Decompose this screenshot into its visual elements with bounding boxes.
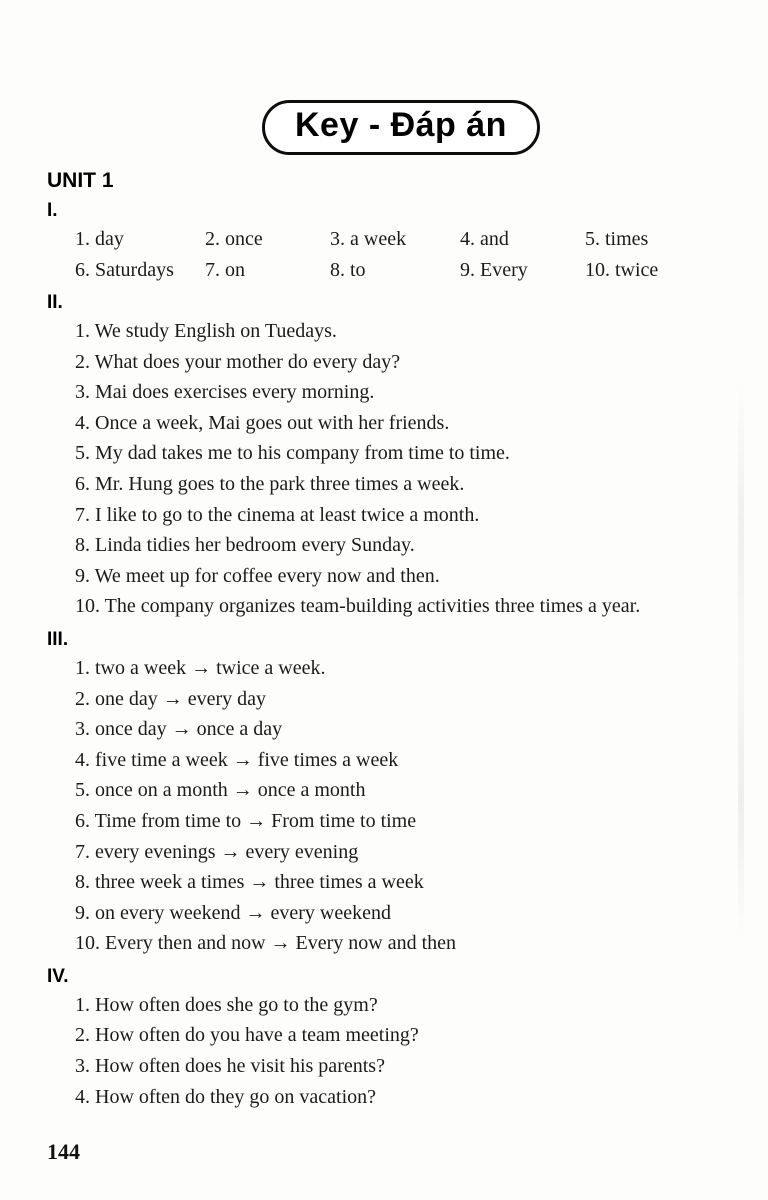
answer-item: 7. every evenings → every evening bbox=[75, 840, 359, 863]
answer-item: 3. once day → once a day bbox=[75, 718, 283, 741]
answer-item: 8. Linda tidies her bedroom every Sunday. bbox=[75, 534, 415, 557]
answer-item: 4. How often do they go on vacation? bbox=[75, 1085, 377, 1108]
answer-item: 1. day bbox=[75, 228, 124, 250]
answer-item: 2. What does your mother do every day? bbox=[75, 350, 401, 373]
exercise-iii-answer-list bbox=[75, 653, 768, 959]
answer-item: 3. Mai does exercises every morning. bbox=[75, 381, 375, 404]
answer-item: 1. two a week → twice a week. bbox=[75, 656, 326, 679]
answer-item: 9. on every weekend → every weekend bbox=[75, 901, 391, 924]
unit-heading: UNIT 1 bbox=[47, 169, 114, 192]
answer-item: 5. once on a month → once a month bbox=[75, 779, 366, 802]
section-label-iv: IV. bbox=[47, 965, 69, 987]
answer-item: 8. three week a times → three times a week bbox=[75, 871, 424, 894]
answer-item: 4. five time a week → five times a week bbox=[75, 748, 399, 771]
answer-item: 4. Once a week, Mai goes out with her friends. bbox=[75, 411, 450, 434]
answer-item: 9. Every bbox=[460, 258, 528, 281]
answer-item: 2. one day → every day bbox=[75, 687, 267, 710]
answer-item: 8. to bbox=[330, 258, 366, 281]
section-label-i: I. bbox=[47, 200, 58, 221]
answer-item: 4. and bbox=[460, 228, 509, 250]
answer-item: 7. on bbox=[205, 258, 245, 281]
answer-item: 1. How often does she go to the gym? bbox=[75, 993, 378, 1016]
answer-item: 3. a week bbox=[330, 228, 407, 250]
answer-item: 10. The company organizes team-building activities three times a year. bbox=[75, 595, 641, 618]
page-number: 144 bbox=[47, 1139, 80, 1164]
page-title: Key - Đáp án bbox=[295, 106, 507, 144]
answer-item: 5. My dad takes me to his company from time to time. bbox=[75, 442, 510, 465]
answer-item: 5. times bbox=[585, 228, 649, 250]
exercise-iv-answer-list bbox=[75, 990, 768, 1112]
answer-item: 2. once bbox=[205, 228, 263, 250]
answer-item: 2. How often do you have a team meeting? bbox=[75, 1024, 419, 1047]
answer-item: 9. We meet up for coffee every now and then. bbox=[75, 564, 440, 587]
answer-item: 6. Mr. Hung goes to the park three times a week. bbox=[75, 472, 465, 495]
exercise-ii-answer-list bbox=[75, 316, 768, 622]
answer-item: 7. I like to go to the cinema at least twice a month. bbox=[75, 503, 480, 526]
answer-item: 6. Saturdays bbox=[75, 258, 174, 281]
answer-item: 10. Every then and now → Every now and then bbox=[75, 932, 457, 955]
answer-item: 1. We study English on Tuedays. bbox=[75, 320, 337, 342]
answer-item: 3. How often does he visit his parents? bbox=[75, 1055, 385, 1078]
section-label-iii: III. bbox=[47, 628, 69, 650]
exercise-i-answer-grid bbox=[75, 224, 768, 285]
section-label-ii: II. bbox=[47, 292, 63, 313]
answer-item: 10. twice bbox=[585, 258, 659, 281]
answer-item: 6. Time from time to → From time to time bbox=[75, 809, 417, 832]
answer-key-title-box bbox=[262, 100, 540, 155]
